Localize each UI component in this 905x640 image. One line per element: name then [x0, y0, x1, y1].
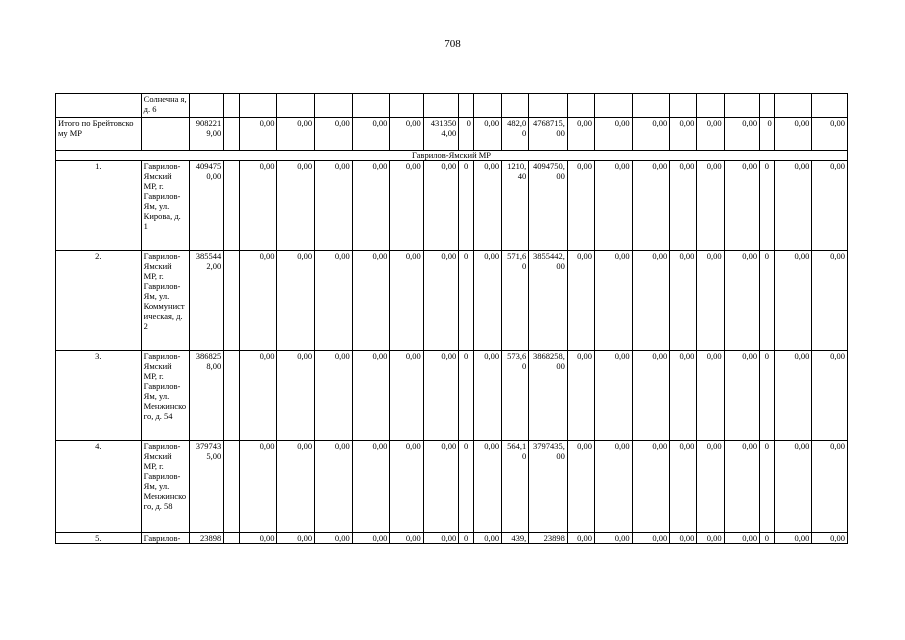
- table-row: [56, 441, 848, 533]
- value-cell: 0,00: [724, 161, 760, 251]
- address-cell: Гаврилов-Ямский МР, г. Гаврилов-Ям, ул. Кирова, д. 1: [141, 161, 189, 251]
- cost-cell: 4094750,00: [189, 161, 223, 251]
- value-cell: 0,00: [697, 533, 724, 544]
- value-cell: 0,00: [473, 161, 501, 251]
- value-cell: 0,00: [670, 441, 697, 533]
- value-cell: 0,00: [473, 351, 501, 441]
- cost-cell: 3855442,00: [189, 251, 223, 351]
- total-cell: 0,00: [632, 118, 670, 151]
- value-cell: 0: [760, 161, 775, 251]
- value-cell: 0,00: [239, 251, 277, 351]
- total-cell: [141, 118, 189, 151]
- total-cell: 482,00: [502, 118, 529, 151]
- value-cell: 0: [459, 351, 474, 441]
- value-cell: 0: [459, 161, 474, 251]
- cell: [224, 533, 240, 544]
- area-cell: 571,60: [502, 251, 529, 351]
- value-cell: 0: [459, 533, 474, 544]
- value-cell: 0,00: [697, 441, 724, 533]
- value-cell: 0,00: [812, 251, 848, 351]
- value-cell: 0,00: [567, 251, 594, 351]
- cell: [224, 251, 240, 351]
- value-cell: 0,00: [595, 251, 633, 351]
- value-cell: 0,00: [352, 161, 390, 251]
- section-title: Гаврилов-Ямский МР: [56, 151, 848, 161]
- table-row: [56, 161, 848, 251]
- value-cell: 0,00: [632, 351, 670, 441]
- value-cell: 0: [459, 251, 474, 351]
- value-cell: 0,00: [315, 441, 353, 533]
- value-cell: 0,00: [473, 533, 501, 544]
- value-cell: 0,00: [352, 533, 390, 544]
- value-cell: 0,00: [774, 161, 812, 251]
- total-cell: 0,00: [473, 118, 501, 151]
- row-number: 4.: [56, 441, 142, 533]
- value-cell: 0,00: [724, 533, 760, 544]
- value-cell: 0,00: [315, 533, 353, 544]
- value-cell: 0: [760, 251, 775, 351]
- total-cell: [224, 118, 240, 151]
- value-cell: 0,00: [812, 351, 848, 441]
- value-cell: 0: [760, 441, 775, 533]
- area-cell: 573,60: [502, 351, 529, 441]
- value-cell: 0,00: [595, 441, 633, 533]
- value-cell: 0,00: [567, 161, 594, 251]
- value-cell: 0,00: [390, 161, 423, 251]
- cell: [224, 441, 240, 533]
- value-cell: 0,00: [632, 251, 670, 351]
- value-cell: 0,00: [315, 351, 353, 441]
- value-cell: 0,00: [567, 533, 594, 544]
- cost-cell: 23898: [189, 533, 223, 544]
- value-cell: 0,00: [239, 441, 277, 533]
- total-label: Итого по Брейтовскому МР: [56, 118, 142, 151]
- value-cell: 0,00: [352, 251, 390, 351]
- value-cell: 0,00: [315, 161, 353, 251]
- address-cell: Гаврилов-Ямский МР, г. Гаврилов-Ям, ул. Менжинского, д. 58: [141, 441, 189, 533]
- value-cell: 0,00: [390, 351, 423, 441]
- value-cell: 0,00: [277, 351, 315, 441]
- value-cell: 0,00: [697, 161, 724, 251]
- section-row: [56, 151, 848, 161]
- address-cell: Гаврилов-Ямский МР, г. Гаврилов-Ям, ул. Менжинского, д. 54: [141, 351, 189, 441]
- total-cell: 0,00: [277, 118, 315, 151]
- total-cell: 0: [760, 118, 775, 151]
- address-cell: Гаврилов-Ямский МР, г. Гаврилов-Ям, ул. Коммунистическая, д. 2: [141, 251, 189, 351]
- area-cell: 1210,40: [502, 161, 529, 251]
- cost-cell: 3868258,00: [189, 351, 223, 441]
- value-cell: 0,00: [632, 441, 670, 533]
- value-cell: 0,00: [473, 251, 501, 351]
- value-cell: 0,00: [352, 441, 390, 533]
- value-cell: 0,00: [390, 533, 423, 544]
- value-cell: 0,00: [567, 441, 594, 533]
- address-cell: Гаврилов-: [141, 533, 189, 544]
- row-number: 1.: [56, 161, 142, 251]
- cost-cell: 23898: [529, 533, 568, 544]
- value-cell: 0,00: [352, 351, 390, 441]
- total-cell: 4768715,00: [529, 118, 568, 151]
- value-cell: 0: [459, 441, 474, 533]
- total-cell: 0,00: [595, 118, 633, 151]
- total-cell: 0,00: [812, 118, 848, 151]
- total-cell: 0,00: [724, 118, 760, 151]
- cost-cell: 3797435,00: [529, 441, 568, 533]
- cost-cell: 4094750,00: [529, 161, 568, 251]
- total-cell: 4313504,00: [423, 118, 459, 151]
- page-number: 708: [444, 38, 461, 50]
- value-cell: 0: [760, 533, 775, 544]
- total-cell: 0: [459, 118, 474, 151]
- area-cell: 564,10: [502, 441, 529, 533]
- total-cell: 0,00: [697, 118, 724, 151]
- value-cell: 0,00: [423, 251, 459, 351]
- value-cell: 0,00: [277, 161, 315, 251]
- value-cell: 0,00: [390, 251, 423, 351]
- value-cell: 0,00: [670, 161, 697, 251]
- address-cell: Солнечна я, д. 6: [141, 94, 189, 118]
- cost-cell: 3797435,00: [189, 441, 223, 533]
- value-cell: 0,00: [473, 441, 501, 533]
- total-cell: 0,00: [774, 118, 812, 151]
- total-cell: 0,00: [352, 118, 390, 151]
- cell: [224, 161, 240, 251]
- table-row: [56, 251, 848, 351]
- value-cell: 0,00: [812, 533, 848, 544]
- value-cell: 0,00: [774, 351, 812, 441]
- cost-cell: 3868258,00: [529, 351, 568, 441]
- value-cell: 0,00: [632, 533, 670, 544]
- value-cell: 0,00: [315, 251, 353, 351]
- value-cell: 0,00: [390, 441, 423, 533]
- value-cell: 0,00: [277, 251, 315, 351]
- value-cell: 0,00: [567, 351, 594, 441]
- value-cell: 0,00: [595, 161, 633, 251]
- cell: [224, 351, 240, 441]
- value-cell: 0,00: [724, 251, 760, 351]
- row-number: 3.: [56, 351, 142, 441]
- value-cell: 0,00: [239, 351, 277, 441]
- total-row: [56, 118, 848, 151]
- value-cell: 0,00: [277, 533, 315, 544]
- value-cell: 0,00: [774, 441, 812, 533]
- value-cell: 0,00: [423, 533, 459, 544]
- cell: [56, 94, 142, 118]
- value-cell: 0,00: [239, 533, 277, 544]
- value-cell: 0,00: [812, 441, 848, 533]
- data-table: [55, 93, 848, 544]
- total-cell: 0,00: [567, 118, 594, 151]
- total-cell: 0,00: [390, 118, 423, 151]
- total-cell: 0,00: [315, 118, 353, 151]
- value-cell: 0,00: [595, 351, 633, 441]
- value-cell: 0,00: [423, 161, 459, 251]
- value-cell: 0,00: [774, 251, 812, 351]
- value-cell: 0,00: [812, 161, 848, 251]
- value-cell: 0,00: [595, 533, 633, 544]
- value-cell: 0,00: [697, 251, 724, 351]
- table-row: [56, 533, 848, 544]
- value-cell: 0,00: [774, 533, 812, 544]
- value-cell: 0,00: [670, 533, 697, 544]
- cost-cell: 3855442,00: [529, 251, 568, 351]
- value-cell: 0,00: [697, 351, 724, 441]
- value-cell: 0,00: [724, 441, 760, 533]
- value-cell: 0,00: [724, 351, 760, 441]
- area-cell: 439,: [502, 533, 529, 544]
- value-cell: 0,00: [423, 441, 459, 533]
- value-cell: 0,00: [423, 351, 459, 441]
- value-cell: 0,00: [670, 251, 697, 351]
- value-cell: 0,00: [632, 161, 670, 251]
- row-number: 5.: [56, 533, 142, 544]
- total-cell: 0,00: [670, 118, 697, 151]
- value-cell: 0,00: [277, 441, 315, 533]
- total-cell: 9082219,00: [189, 118, 223, 151]
- total-cell: 0,00: [239, 118, 277, 151]
- table-row: [56, 351, 848, 441]
- row-number: 2.: [56, 251, 142, 351]
- value-cell: 0,00: [670, 351, 697, 441]
- value-cell: 0,00: [239, 161, 277, 251]
- table-row: [56, 94, 848, 118]
- value-cell: 0: [760, 351, 775, 441]
